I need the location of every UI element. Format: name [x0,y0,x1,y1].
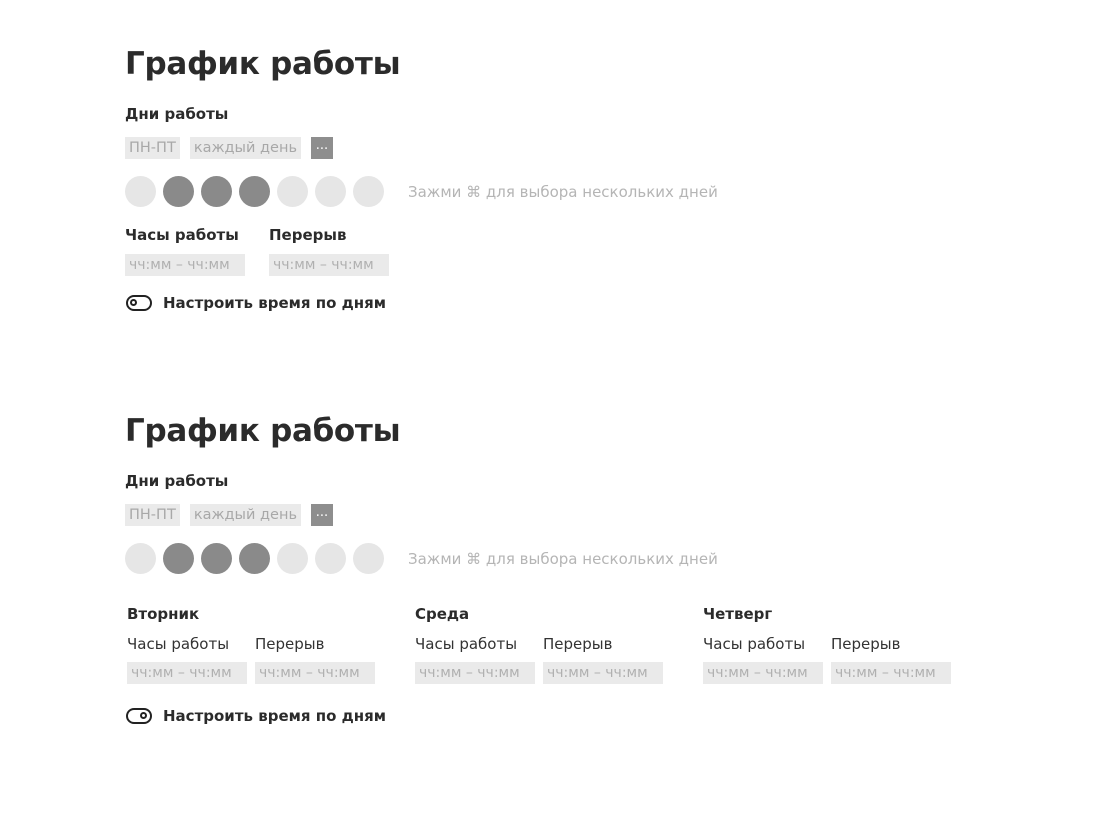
preset-weekdays-chip[interactable]: ПН-ПТ [125,504,180,526]
toggle-knob [140,712,147,719]
day-circle-2[interactable] [163,543,194,574]
per-day-toggle-switch[interactable] [126,708,152,724]
section-title: График работы [125,46,401,82]
work-hours-input[interactable]: чч:мм – чч:мм [125,254,245,276]
break-label: Перерыв [255,635,325,653]
weekday-selector [125,543,718,574]
day-name: Четверг [703,605,773,623]
per-day-toggle-switch[interactable] [126,295,152,311]
per-day-time-toggle-row[interactable] [126,704,386,728]
quick-day-presets [125,504,333,526]
break-input[interactable]: чч:мм – чч:мм [255,662,375,684]
break-input[interactable]: чч:мм – чч:мм [269,254,389,276]
day-circle-6[interactable] [315,543,346,574]
day-name: Вторник [127,605,200,623]
day-circle-7[interactable] [353,543,384,574]
preset-every-day-chip[interactable]: каждый день [190,137,301,159]
work-hours-label: Часы работы [703,635,806,653]
day-circle-1[interactable] [125,176,156,207]
weekday-selector [125,176,718,207]
schedule-section-expanded [125,407,1025,737]
day-circle-4[interactable] [239,543,270,574]
toggle-knob [130,299,137,306]
work-hours-label: Часы работы [127,635,230,653]
preset-weekdays-chip[interactable]: ПН-ПТ [125,137,180,159]
day-circle-6[interactable] [315,176,346,207]
break-label: Перерыв [543,635,613,653]
day-circle-1[interactable] [125,543,156,574]
preset-every-day-chip[interactable]: каждый день [190,504,301,526]
break-input[interactable]: чч:мм – чч:мм [543,662,663,684]
work-hours-input[interactable]: чч:мм – чч:мм [415,662,535,684]
work-hours-input[interactable]: чч:мм – чч:мм [703,662,823,684]
work-hours-label: Часы работы [415,635,518,653]
work-hours-input[interactable]: чч:мм – чч:мм [127,662,247,684]
day-circle-3[interactable] [201,543,232,574]
day-schedule-thursday [703,604,963,684]
day-circle-5[interactable] [277,176,308,207]
multi-select-hint: Зажми ⌘ для выбора нескольких дней [408,549,718,568]
more-presets-button[interactable]: ... [311,504,333,526]
day-circle-3[interactable] [201,176,232,207]
day-circle-5[interactable] [277,543,308,574]
per-day-toggle-label: Настроить время по дням [163,707,386,725]
multi-select-hint: Зажми ⌘ для выбора нескольких дней [408,182,718,201]
day-schedule-wednesday [415,604,675,684]
quick-day-presets [125,137,333,159]
work-days-label: Дни работы [125,105,229,123]
section-title: График работы [125,413,401,449]
day-schedule-tuesday [127,604,387,684]
break-label: Перерыв [269,226,347,244]
per-day-time-toggle-row[interactable] [126,291,386,315]
per-day-toggle-label: Настроить время по дням [163,294,386,312]
day-name: Среда [415,605,470,623]
break-label: Перерыв [831,635,901,653]
day-circle-4[interactable] [239,176,270,207]
work-hours-label: Часы работы [125,226,239,244]
work-days-label: Дни работы [125,472,229,490]
day-circle-2[interactable] [163,176,194,207]
more-presets-button[interactable]: ... [311,137,333,159]
day-circle-7[interactable] [353,176,384,207]
break-input[interactable]: чч:мм – чч:мм [831,662,951,684]
schedule-section-collapsed [125,40,825,330]
